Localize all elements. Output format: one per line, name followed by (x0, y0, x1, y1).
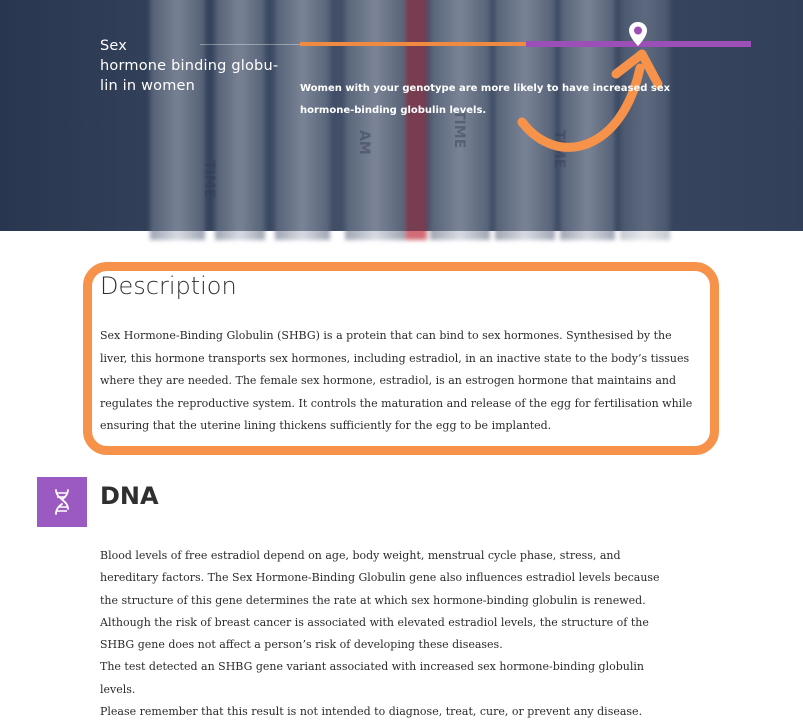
dna-text (100, 545, 680, 723)
dna-paragraph: Blood levels of free estradiol depend on age, body weight, menstrual cycle phase, stress, and hereditary factors. The Sex Hormone-Binding Globulin gene also influences estradiol levels because the structure of this gene determines the rate at which sex hormone-binding globulin is renewed. Although the risk of breast cancer is associated with elevated estradiol levels, the structure of the SHBG gene does not affect a person’s risk of developing these diseases. (100, 549, 660, 652)
dna-icon (37, 477, 87, 527)
dna-paragraph: Please remember that this result is not intended to diagnose, treat, cure, or prevent any disease. (100, 705, 643, 719)
svg-text:TIME: TIME (451, 110, 467, 149)
scale-guide-line (200, 44, 300, 45)
result-summary: Women with your genotype are more likely to have increased sex hormone-binding globulin levels. (300, 83, 671, 116)
svg-text:TIME: TIME (551, 130, 567, 169)
scale-bar-low (300, 42, 526, 46)
description-text: Sex Hormone-Binding Globulin (SHBG) is a protein that can bind to sex hormones. Synthesised by the liver, this hormone transports sex hormones, including estradiol, in an inactive state to the body’s tissues where they are needed. The female sex hormone, estradiol, is an estrogen hormone that maintains and regulates the reproductive system. It controls the maturation and release of the egg for fertilisation while ensuring that the uterine lining thickens sufficiently for the egg to be implanted. (100, 329, 693, 432)
svg-text:TIME: TIME (201, 160, 217, 199)
hero-banner (0, 0, 803, 231)
svg-text:AM: AM (356, 130, 372, 155)
dna-paragraph: The test detected an SHBG gene variant associated with increased sex hormone-binding globulin levels. (100, 660, 644, 696)
page-title: Sex hormone binding globu- lin in women (100, 38, 279, 94)
dna-heading: DNA (100, 482, 159, 510)
dna-helix-icon (47, 487, 77, 517)
location-pin-icon (628, 21, 648, 47)
description-heading: Description (100, 272, 237, 300)
